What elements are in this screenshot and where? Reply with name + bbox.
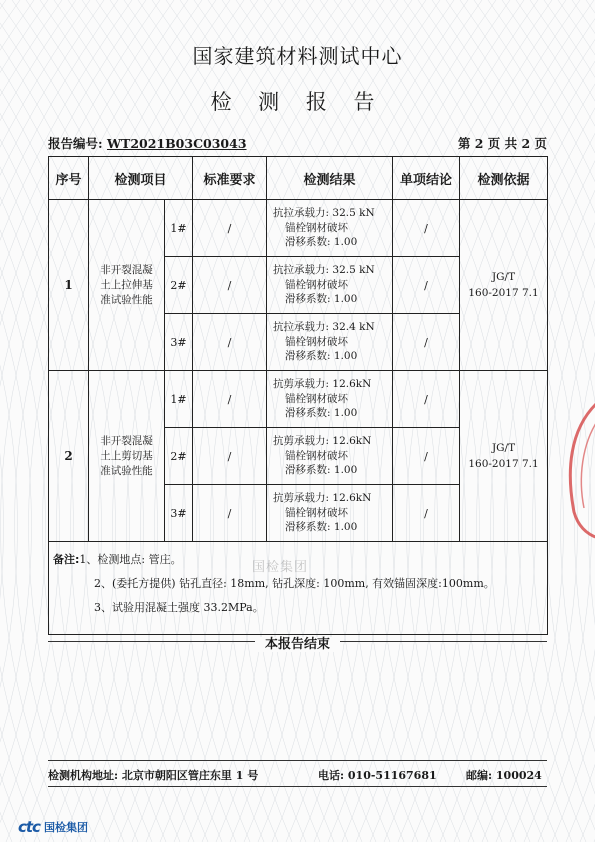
result-load: 抗剪承载力: 12.6kN [273, 378, 372, 391]
test-result [267, 314, 393, 371]
organization-title: 国家建筑材料测试中心 [192, 44, 403, 68]
column-header: 单项结论 [393, 157, 460, 200]
footer-address: 检测机构地址: 北京市朝阳区管庄东里 1 号 [48, 769, 259, 782]
test-result [267, 200, 393, 257]
test-result [267, 428, 393, 485]
report-number: WT2021B03C03043 [106, 136, 247, 151]
standard-requirement: / [193, 257, 267, 314]
report-end-marker [48, 633, 547, 652]
footer-postcode: 邮编: 100024 [466, 769, 542, 782]
test-result [267, 485, 393, 542]
item-conclusion: / [393, 257, 460, 314]
page-info: 第 2 页 共 2 页 [457, 136, 547, 151]
item-conclusion: / [393, 200, 460, 257]
result-load: 抗剪承载力: 12.6kN [273, 435, 372, 448]
test-basis [460, 371, 548, 542]
sequence-number: 2 [49, 371, 89, 542]
note-line: 1、检测地点: 管庄。 [79, 553, 182, 566]
specimen-number: 1# [165, 200, 193, 257]
column-header: 检测项目 [89, 157, 193, 200]
test-result [267, 371, 393, 428]
company-logo [18, 818, 88, 836]
note-line: 3、试验用混凝土强度 33.2MPa。 [94, 601, 264, 614]
result-failure-mode: 锚栓钢材破坏 [285, 506, 349, 519]
watermark: 国检集团 [252, 560, 309, 575]
standard-requirement: / [193, 428, 267, 485]
specimen-number: 1# [165, 371, 193, 428]
standard-requirement: / [193, 485, 267, 542]
column-header: 标准要求 [193, 157, 267, 200]
item-conclusion: / [393, 428, 460, 485]
report-number-label: 报告编号: [48, 136, 103, 151]
divider [48, 760, 547, 761]
result-slip-coefficient: 滑移系数: 1.00 [285, 236, 358, 249]
result-slip-coefficient: 滑移系数: 1.00 [285, 521, 358, 534]
result-failure-mode: 锚栓钢材破坏 [285, 392, 349, 405]
result-load: 抗拉承载力: 32.4 kN [273, 321, 375, 334]
column-header: 检测依据 [460, 157, 548, 200]
result-slip-coefficient: 滑移系数: 1.00 [285, 407, 358, 420]
logo-text: 国检集团 [43, 821, 88, 834]
item-conclusion: / [393, 314, 460, 371]
report-number-line [48, 134, 247, 152]
specimen-number: 2# [165, 428, 193, 485]
item-conclusion: / [393, 485, 460, 542]
standard-requirement: / [193, 314, 267, 371]
test-item: 非开裂混凝土上拉伸基准试验性能 [89, 200, 165, 371]
result-failure-mode: 锚栓钢材破坏 [285, 278, 349, 291]
divider [48, 786, 547, 787]
test-result [267, 257, 393, 314]
document-title: 检 测 报 告 [210, 90, 385, 114]
footer-phone: 电话: 010-51167681 [318, 769, 437, 782]
column-header: 检测结果 [267, 157, 393, 200]
table-row [49, 200, 548, 257]
table-header-row [49, 157, 548, 200]
specimen-number: 2# [165, 257, 193, 314]
result-failure-mode: 锚栓钢材破坏 [285, 449, 349, 462]
table-row [49, 371, 548, 428]
basis-line: 160-2017 7.1 [468, 287, 539, 299]
result-failure-mode: 锚栓钢材破坏 [285, 221, 349, 234]
specimen-number: 3# [165, 485, 193, 542]
notes-label: 备注: [53, 553, 80, 566]
standard-requirement: / [193, 371, 267, 428]
specimen-number: 3# [165, 314, 193, 371]
result-load: 抗剪承载力: 12.6kN [273, 492, 372, 505]
report-end-text: 本报告结束 [255, 637, 340, 652]
result-slip-coefficient: 滑移系数: 1.00 [285, 464, 358, 477]
result-slip-coefficient: 滑移系数: 1.00 [285, 293, 358, 306]
result-slip-coefficient: 滑移系数: 1.00 [285, 350, 358, 363]
red-seal-stamp [560, 400, 595, 540]
basis-line: JG/T [491, 442, 516, 454]
note-line: 2、(委托方提供) 钻孔直径: 18mm, 钻孔深度: 100mm, 有效锚固深度:100mm。 [94, 577, 495, 590]
column-header: 序号 [49, 157, 89, 200]
result-load: 抗拉承载力: 32.5 kN [273, 264, 375, 277]
basis-line: JG/T [491, 271, 516, 283]
result-load: 抗拉承载力: 32.5 kN [273, 207, 375, 220]
standard-requirement: / [193, 200, 267, 257]
basis-line: 160-2017 7.1 [468, 458, 539, 470]
sequence-number: 1 [49, 200, 89, 371]
test-item: 非开裂混凝土上剪切基准试验性能 [89, 371, 165, 542]
item-conclusion: / [393, 371, 460, 428]
result-failure-mode: 锚栓钢材破坏 [285, 335, 349, 348]
logo-mark: ctc [18, 818, 40, 836]
test-basis [460, 200, 548, 371]
